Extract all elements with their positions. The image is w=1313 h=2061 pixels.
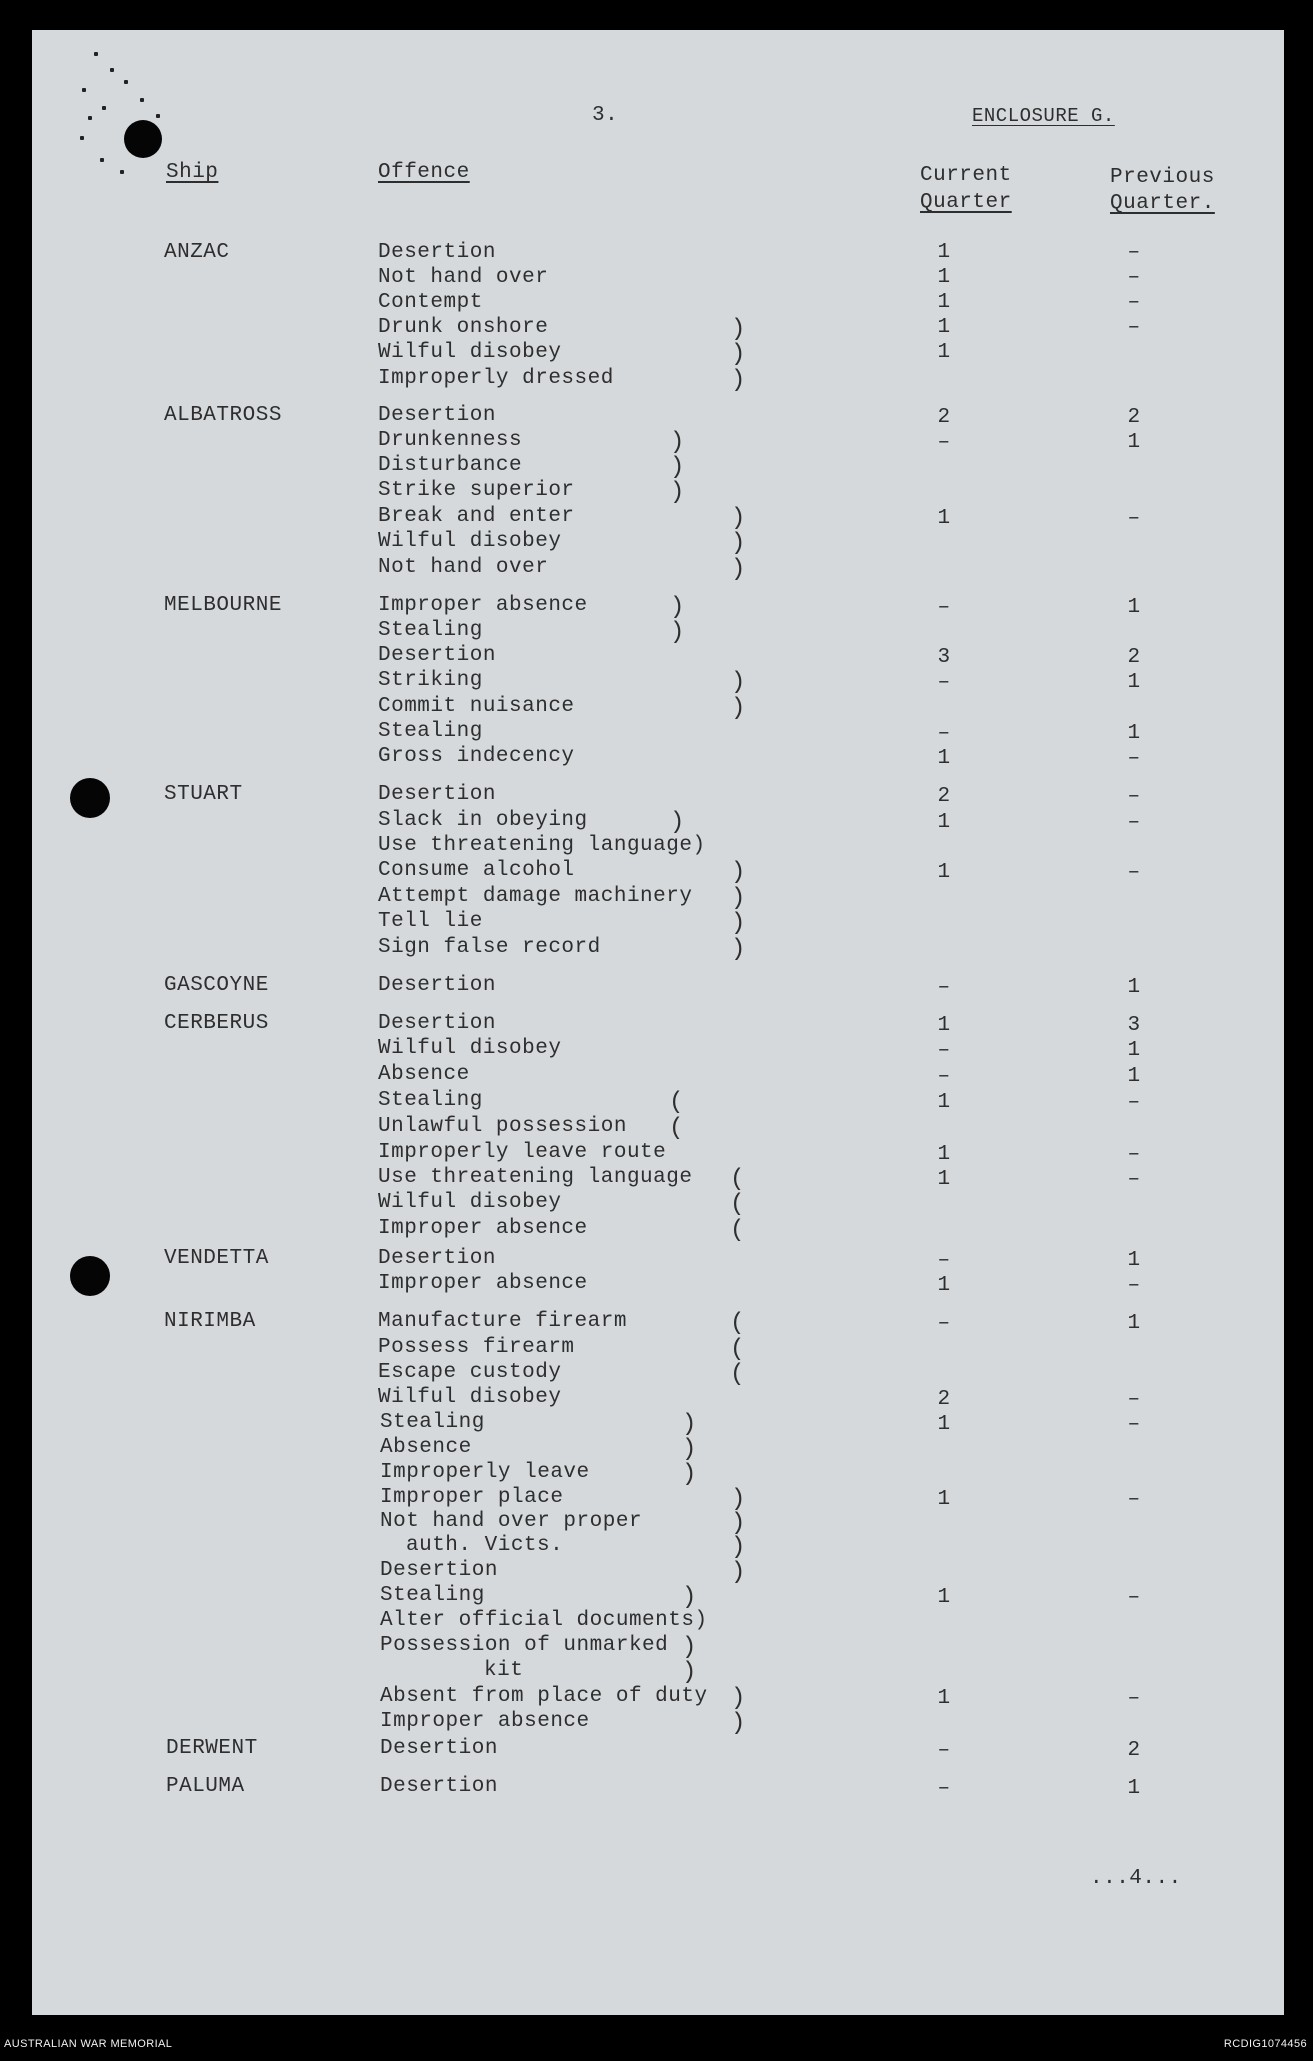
offence: Wilful disobey [378,1037,562,1060]
bracket-close: ) [682,1659,697,1686]
current-quarter-value: 2 [937,406,951,429]
current-quarter-value: 1 [937,747,951,770]
bracket-close: ) [670,479,685,506]
previous-quarter-value: – [1127,1388,1141,1411]
previous-quarter-value: 2 [1127,1739,1141,1762]
bracket-close: ) [731,1510,746,1537]
offence: Improperly leave route [378,1141,667,1164]
current-quarter-value: 1 [937,1413,951,1436]
offence: Desertion [378,404,496,427]
previous-quarter-value: 1 [1127,596,1141,619]
previous-quarter-value: – [1127,507,1141,530]
bracket-close: ) [731,859,746,886]
offence: Drunkenness [378,429,523,452]
offence: Absent from place of duty [380,1685,708,1708]
offence: Wilful disobey [378,530,562,553]
bracket-close: ) [731,936,746,963]
current-quarter-value: – [937,671,951,694]
bracket-open: ( [730,1310,745,1337]
current-quarter-value: 1 [937,1687,951,1710]
paper-speck [100,158,104,162]
current-quarter-value: – [937,431,951,454]
current-quarter-value: – [937,1065,951,1088]
header-previous-line1: Previous [1110,166,1215,189]
current-quarter-value: 1 [937,1586,951,1609]
ship-name: ALBATROSS [164,404,282,427]
bracket-close: ) [731,341,746,368]
continuation-marker: ...4... [1090,1867,1182,1890]
current-quarter-value: 1 [937,1168,951,1191]
offence: Improperly leave [380,1461,590,1484]
bracket-close: ) [731,316,746,343]
bracket-close: ) [731,367,746,394]
bracket-close: ) [731,1486,746,1513]
paper-speck [120,170,124,174]
previous-quarter-value: 1 [1127,1777,1141,1800]
previous-quarter-value: – [1127,1488,1141,1511]
ship-name: STUART [164,783,243,806]
offence: Stealing [378,720,483,743]
bracket-close: ) [682,1634,697,1661]
previous-quarter-value: – [1127,291,1141,314]
previous-quarter-value: – [1127,747,1141,770]
previous-quarter-value: 3 [1127,1014,1141,1037]
bracket-close: ) [731,669,746,696]
previous-quarter-value: – [1127,811,1141,834]
current-quarter-value: 1 [937,1488,951,1511]
offence: Desertion [378,974,496,997]
offence: Unlawful possession [378,1115,627,1138]
paper-speck [94,52,98,56]
footer-archive-name: AUSTRALIAN WAR MEMORIAL [4,2038,173,2050]
bracket-close: ) [670,809,685,836]
offence: Desertion [378,241,496,264]
offence: kit [484,1659,524,1682]
offence: Absence [378,1063,470,1086]
bracket-open: ( [730,1191,745,1218]
offence: Possession of unmarked [380,1634,669,1657]
offence: Stealing [380,1411,485,1434]
previous-quarter-value: – [1127,241,1141,264]
current-quarter-value: 1 [937,291,951,314]
offence: auth. Victs. [406,1534,564,1557]
offence: Tell lie [378,910,483,933]
current-quarter-value: – [937,1249,951,1272]
previous-quarter-value: 1 [1127,1039,1141,1062]
paper-speck [80,136,84,140]
bracket-close: ) [670,619,685,646]
bracket-close: ) [731,1534,746,1561]
current-quarter-value: – [937,1777,951,1800]
enclosure-label: ENCLOSURE G. [972,105,1115,127]
offence: Wilful disobey [378,341,562,364]
punch-hole [70,778,110,818]
offence: Improper place [380,1486,564,1509]
previous-quarter-value: – [1127,1586,1141,1609]
previous-quarter-value: – [1127,1687,1141,1710]
paper-speck [82,88,86,92]
current-quarter-value: 1 [937,507,951,530]
document-page [32,30,1284,2015]
offence: Stealing [380,1584,485,1607]
bracket-close: ) [682,1584,697,1611]
offence: Desertion [380,1559,498,1582]
offence: Use threatening language) [378,834,706,857]
bracket-open: ( [730,1217,745,1244]
ship-name: DERWENT [166,1737,258,1760]
current-quarter-value: – [937,1039,951,1062]
previous-quarter-value: – [1127,785,1141,808]
bracket-open: ( [669,1115,684,1142]
paper-speck [102,106,106,110]
bracket-close: ) [731,695,746,722]
current-quarter-value: 1 [937,861,951,884]
current-quarter-value: – [937,1312,951,1335]
offence: Contempt [378,291,483,314]
current-quarter-value: 1 [937,316,951,339]
bracket-close: ) [731,910,746,937]
offence: Wilful disobey [378,1386,562,1409]
offence: Striking [378,669,483,692]
offence: Slack in obeying [378,809,588,832]
offence: Attempt damage machinery [378,885,693,908]
offence: Possess firearm [378,1336,575,1359]
previous-quarter-value: – [1127,266,1141,289]
offence: Desertion [380,1737,498,1760]
offence: Improperly dressed [378,367,614,390]
ship-name: ANZAC [164,241,230,264]
offence: Drunk onshore [378,316,549,339]
bracket-close: ) [731,505,746,532]
bracket-close: ) [682,1411,697,1438]
page-number: 3. [592,104,619,127]
previous-quarter-value: – [1127,1168,1141,1191]
current-quarter-value: 1 [937,1091,951,1114]
ship-name: MELBOURNE [164,594,282,617]
bracket-close: ) [731,556,746,583]
previous-quarter-value: – [1127,1413,1141,1436]
offence: Commit nuisance [378,695,575,718]
header-current-line1: Current [920,164,1012,187]
previous-quarter-value: 1 [1127,1312,1141,1335]
bracket-close: ) [731,1559,746,1586]
paper-speck [124,80,128,84]
offence: Improper absence [378,1217,588,1240]
current-quarter-value: – [937,1739,951,1762]
header-ship: Ship [166,161,219,184]
current-quarter-value: 2 [937,785,951,808]
ship-name: NIRIMBA [164,1310,256,1333]
bracket-close: ) [670,429,685,456]
offence: Strike superior [378,479,575,502]
offence: Use threatening language [378,1166,693,1189]
punch-hole [124,120,162,158]
bracket-open: ( [730,1336,745,1363]
offence: Desertion [380,1775,498,1798]
offence: Not hand over [378,556,549,579]
current-quarter-value: 2 [937,1388,951,1411]
bracket-open: ( [669,1089,684,1116]
bracket-close: ) [731,1710,746,1737]
previous-quarter-value: 1 [1127,1065,1141,1088]
current-quarter-value: 1 [937,266,951,289]
bracket-close: ) [731,530,746,557]
offence: Improper absence [378,594,588,617]
bracket-close: ) [682,1461,697,1488]
current-quarter-value: 1 [937,241,951,264]
previous-quarter-value: 1 [1127,976,1141,999]
bracket-close: ) [670,454,685,481]
header-offence: Offence [378,161,470,184]
ship-name: VENDETTA [164,1247,269,1270]
footer-record-id: RCDIG1074456 [1223,2038,1307,2050]
current-quarter-value: 1 [937,811,951,834]
offence: Stealing [378,1089,483,1112]
ship-name: CERBERUS [164,1012,269,1035]
previous-quarter-value: 1 [1127,431,1141,454]
punch-hole [70,1256,110,1296]
bracket-close: ) [682,1436,697,1463]
header-current-line2: Quarter [920,191,1012,214]
offence: Desertion [378,783,496,806]
offence: Stealing [378,619,483,642]
paper-speck [156,114,160,118]
offence: Not hand over [378,266,549,289]
offence: Not hand over proper [380,1510,643,1533]
previous-quarter-value: – [1127,1274,1141,1297]
offence: Break and enter [378,505,575,528]
current-quarter-value: 3 [937,646,951,669]
previous-quarter-value: 1 [1127,1249,1141,1272]
offence: Absence [380,1436,472,1459]
previous-quarter-value: 2 [1127,406,1141,429]
offence: Desertion [378,644,496,667]
paper-speck [140,98,144,102]
previous-quarter-value: 1 [1127,671,1141,694]
offence: Improper absence [378,1272,588,1295]
offence: Sign false record [378,936,601,959]
offence: Desertion [378,1012,496,1035]
bracket-close: ) [731,1685,746,1712]
offence: Escape custody [378,1361,562,1384]
current-quarter-value: – [937,976,951,999]
current-quarter-value: – [937,722,951,745]
header-previous-line2: Quarter. [1110,192,1215,215]
offence: Gross indecency [378,745,575,768]
current-quarter-value: – [937,596,951,619]
previous-quarter-value: – [1127,1143,1141,1166]
ship-name: PALUMA [166,1775,245,1798]
offence: Desertion [378,1247,496,1270]
offence: Wilful disobey [378,1191,562,1214]
offence: Alter official documents) [380,1609,708,1632]
current-quarter-value: 1 [937,341,951,364]
previous-quarter-value: – [1127,861,1141,884]
paper-speck [88,116,92,120]
previous-quarter-value: – [1127,1091,1141,1114]
previous-quarter-value: – [1127,316,1141,339]
paper-speck [110,68,114,72]
ship-name: GASCOYNE [164,974,269,997]
current-quarter-value: 1 [937,1274,951,1297]
bracket-open: ( [730,1166,745,1193]
offence: Consume alcohol [378,859,575,882]
offence: Disturbance [378,454,523,477]
previous-quarter-value: 2 [1127,646,1141,669]
previous-quarter-value: 1 [1127,722,1141,745]
bracket-close: ) [670,594,685,621]
current-quarter-value: 1 [937,1143,951,1166]
bracket-close: ) [731,885,746,912]
offence: Manufacture firearm [378,1310,627,1333]
bracket-open: ( [730,1361,745,1388]
current-quarter-value: 1 [937,1014,951,1037]
offence: Improper absence [380,1710,590,1733]
